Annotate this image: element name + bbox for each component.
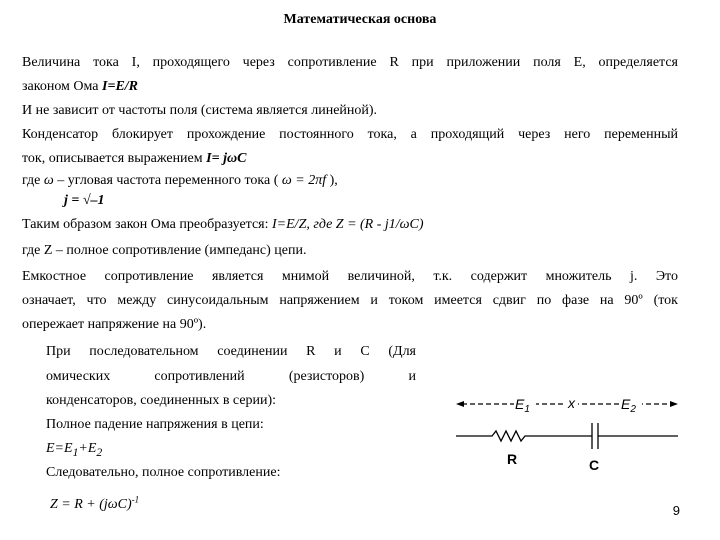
text-fragment: конденсаторов, соединенных в серии):: [46, 393, 277, 408]
linearity-line: [22, 102, 377, 120]
text-fragment: означает, что между синусоидальным напряжением и током имеется сдвиг по фазе на 90º (ток: [22, 293, 678, 308]
text-fragment: E=E: [46, 441, 73, 456]
voltage-sum-formula: [46, 440, 102, 462]
text-line: [22, 150, 246, 168]
capacitor-text: Конденсатор блокирует прохождение постоянного тока, а проходящий через него переменный: [22, 127, 678, 142]
text-fragment: где: [22, 173, 44, 188]
text-fragment: Емкостное сопротивление является мнимой величиной, т.к. содержит множитель j. Это: [22, 269, 678, 284]
arrow-right-icon: [670, 401, 678, 407]
ohm-law-intro: Величина тока I, проходящего через сопротивление R при приложении поля E, определяется: [22, 55, 678, 70]
subscript: 2: [96, 445, 103, 459]
text-line: [22, 78, 138, 96]
voltage-drop-label: [46, 416, 264, 434]
e2-subscript: 2: [630, 404, 636, 415]
text-fragment: Полное падение напряжения в цепи:: [46, 417, 264, 432]
circuit-diagram: [452, 390, 682, 480]
text-fragment: Следовательно, полное сопротивление:: [46, 465, 281, 480]
subscript: 1: [72, 445, 79, 459]
resistor-symbol: [456, 431, 592, 441]
impedance-formula: I=E/Z, где Z = (R - j1/ωC): [272, 217, 424, 232]
j-formula: j = √–1: [64, 193, 105, 208]
total-impedance-formula: [50, 490, 139, 514]
text-fragment: Z = R + (jωC): [50, 496, 132, 512]
text-fragment: где Z – полное сопротивление (импеданс) цепи.: [22, 243, 307, 258]
text-fragment: законом Ома: [22, 79, 103, 94]
text-line: [46, 343, 416, 361]
superscript: -1: [131, 494, 140, 504]
text-line: [46, 392, 276, 410]
text-fragment: +E: [78, 441, 97, 456]
text-fragment: опережает напряжение на 90º).: [22, 317, 207, 332]
ohm-formula: I=E/R: [102, 79, 139, 94]
e2-label: E: [621, 396, 631, 412]
text-fragment: Таким образом закон Ома преобразуется:: [22, 217, 273, 232]
text-line: [46, 368, 416, 386]
text-line: [22, 54, 678, 72]
omega-formula: ω = 2πf: [281, 173, 327, 188]
resistor-label: R: [507, 451, 518, 467]
text-line: [22, 268, 678, 286]
e1-subscript: 1: [524, 404, 530, 415]
text-fragment: И не зависит от частоты поля (система является линейной).: [22, 103, 378, 118]
text-line: [22, 292, 678, 310]
text-line: [22, 126, 678, 144]
x-label: x: [568, 395, 575, 411]
omega-line: [22, 172, 338, 190]
e1-label: E: [515, 396, 525, 412]
arrow-left-icon: [456, 401, 464, 407]
text-fragment: При последовательном соединении R и С (Для: [46, 344, 416, 359]
capacitor-label: C: [589, 457, 600, 473]
text-fragment: – угловая частота переменного тока (: [53, 173, 282, 188]
impedance-definition: [22, 242, 307, 260]
ohm-transform-line: [22, 216, 424, 234]
text-line: [22, 316, 206, 334]
capacitor-formula: I= jωC: [206, 151, 247, 166]
imaginary-unit-line: [64, 192, 105, 210]
page-title: Математическая основа: [283, 12, 437, 27]
text-fragment: омических сопротивлений (резисторов) и: [46, 369, 416, 384]
omega-symbol: ω: [43, 173, 54, 188]
page-number: 9: [672, 503, 680, 518]
text-fragment: ),: [326, 173, 338, 188]
total-impedance-label: [46, 464, 280, 482]
text-fragment: ток, описывается выражением: [22, 151, 207, 166]
